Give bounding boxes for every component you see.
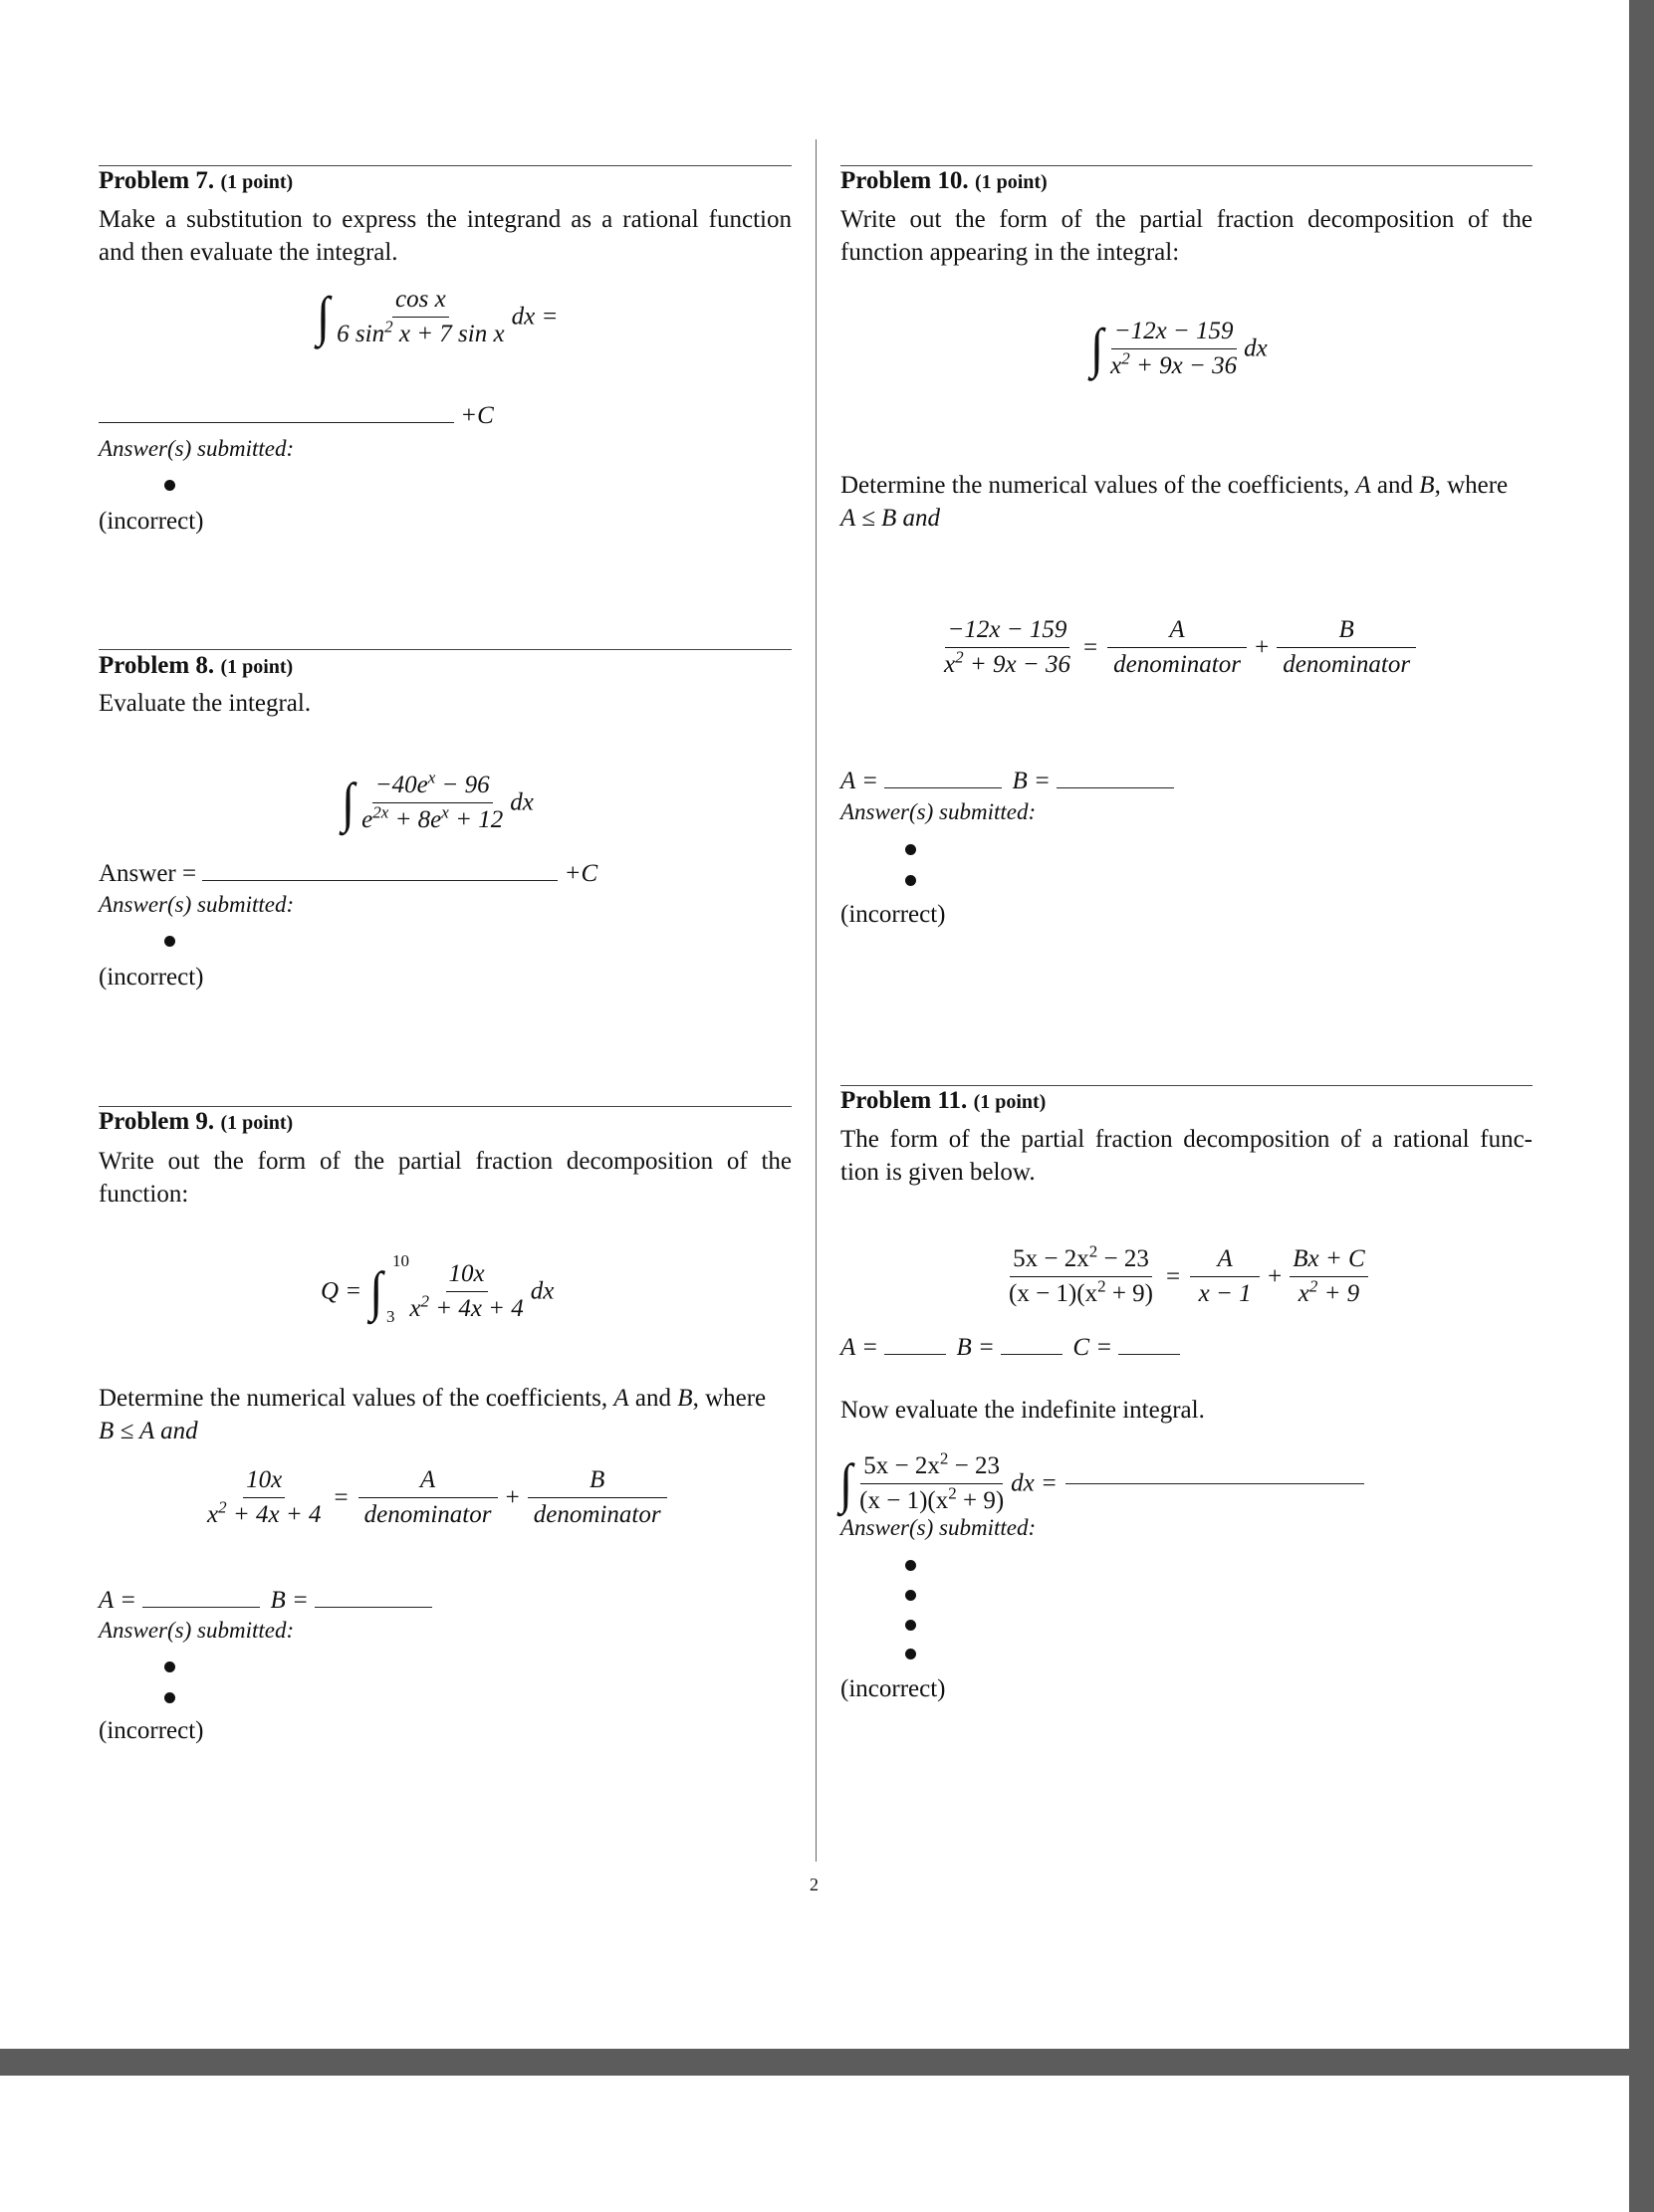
p11-c-input[interactable] [1118,1354,1180,1355]
p7-bullet [164,480,175,491]
p9-rule [99,1106,792,1107]
p8-denominator: $e^{2x} + 8e^x + 12$ [361,802,504,833]
p9-decomposition: $\frac{10x}{x^2 + 4x + 4}$ = $\frac{A}{\text{denominator}}$ + $\frac{B}{\text{denominator}}$ [204,1465,667,1530]
p10-bullet-2 [905,875,916,886]
p10-rule [840,165,1533,166]
p11-rule [840,1085,1533,1086]
p11-denominator: $(x - 1)(x^2 + 9)$ [1009,1276,1154,1307]
p8-status: (incorrect) [99,964,204,991]
page-number: 2 [810,1875,819,1894]
p8-bullet [164,936,175,947]
p11-bullet-4 [905,1649,916,1659]
p8-integral: ∫ $\frac{-40e^x - 96}{e^{2x} + 8e^x + 12}$ dx [342,768,534,833]
integral-sign: ∫ [369,1260,383,1322]
p7-answer-row: +C [99,402,494,430]
p11-bullet-1 [905,1560,916,1571]
p10-b-input[interactable] [1057,787,1174,788]
p9-a-input[interactable] [142,1607,260,1608]
p9-answer-row: A = B = [99,1587,432,1615]
p11-submitted-label: Answer(s) submitted: [840,1515,1037,1540]
p11-bullet-3 [905,1620,916,1631]
p11-a-input[interactable] [884,1354,946,1355]
p10-title: Problem 10. (1 point) [840,167,1048,194]
p7-text: Make a substitution to express the integrand as a rational function and then evaluate the integral. [99,206,792,266]
p10-denominator: $x^2 + 9x - 36$ [1110,348,1238,379]
p9-denominator: $x^2 + 4x + 4$ [409,1291,524,1322]
p8-answer-row: Answer = +C [99,860,598,887]
p10-integral: ∫ $\frac{-12x - 159}{x^2 + 9x - 36}$ dx [1090,318,1268,379]
p9-numerator: 10x [446,1259,488,1292]
p10-numerator: −12x − 159 [1111,317,1237,349]
p8-answer-input[interactable] [202,880,558,881]
p9-title: Problem 9. (1 point) [99,1108,294,1135]
p7-submitted-label: Answer(s) submitted: [99,436,295,461]
p9-integral: Q = ∫ 10 3 $\frac{10x}{x^2 + 4x + 4}$ dx [321,1251,555,1326]
p11-instruction: Now evaluate the indefinite integral. [840,1397,1205,1424]
p10-bullet-1 [905,844,916,855]
p11-numerator: $5x - 2x^2 - 23$ [1010,1244,1152,1277]
p7-denominator: 6 $\sin^2 x + 7$ sin x [337,317,505,347]
p11-integral-input[interactable] [1065,1483,1364,1484]
next-page [0,2076,1629,2212]
p11-title: Problem 11. (1 point) [840,1087,1047,1114]
p10-instructions: Determine the numerical values of the coefficients, A and B, where A ≤ B and [840,472,1509,532]
p11-integral: ∫ $\frac{5x - 2x^2 - 23}{(x - 1)(x^2 + 9)}$ dx = [839,1451,1364,1516]
p9-bullet-2 [164,1692,175,1703]
p9-lower-limit: 3 [386,1307,395,1326]
p11-decomposition: $\frac{5x - 2x^2 - 23}{(x - 1)(x^2 + 9)}$ = $\frac{A}{x - 1}$ + $\frac{Bx + C}{x^2 + 9}$ [1006,1244,1368,1309]
p9-upper-limit: 10 [392,1251,409,1270]
p11-abc-row: A = B = C = [840,1334,1180,1362]
p9-status: (incorrect) [99,1717,204,1744]
p10-status: (incorrect) [840,901,946,928]
p7-title: Problem 7. (1 point) [99,167,294,194]
p8-text: Evaluate the integral. [99,690,312,717]
integral-sign: ∫ [342,772,355,833]
integral-sign: ∫ [839,1452,853,1514]
integral-sign: ∫ [1090,318,1104,379]
p11-status: (incorrect) [840,1675,946,1702]
p10-submitted-label: Answer(s) submitted: [840,799,1037,824]
p10-decomposition: $\frac{-12x - 159}{x^2 + 9x - 36}$ = $\frac{A}{\text{denominator}}$ + $\frac{B}{\text{denominator}}$ [941,615,1416,680]
p10-a-input[interactable] [884,787,1002,788]
p7-answer-input[interactable] [99,422,454,423]
p11-b-input[interactable] [1001,1354,1063,1355]
p7-rule [99,165,792,166]
p8-submitted-label: Answer(s) submitted: [99,892,295,917]
p7-numerator: cos x [392,285,449,318]
p9-bullet-1 [164,1661,175,1672]
p7-integral: ∫ $\frac{\text{cos x}}{6 \sin^2 x + 7 \sin x}$ dx = [317,286,559,347]
column-divider [816,139,817,1862]
p10-answer-row: A = B = [840,768,1174,795]
p11-bullet-2 [905,1590,916,1601]
integral-sign: ∫ [317,286,331,347]
p10-text: Write out the form of the partial fraction decomposition of the function appearing in the integral: [840,206,1533,266]
p9-instructions: Determine the numerical values of the coefficients, A and B, where B ≤ A and [99,1385,767,1444]
p7-status: (incorrect) [99,508,204,535]
p8-numerator: $-40e^x - 96$ [372,771,493,803]
p8-rule [99,649,792,650]
p9-submitted-label: Answer(s) submitted: [99,1618,295,1643]
p9-b-input[interactable] [315,1607,432,1608]
p11-text: The form of the partial fraction decomposition of a rational func- tion is given below. [840,1126,1533,1186]
p9-text: Write out the form of the partial fraction decomposition of the function: [99,1148,792,1208]
p8-title: Problem 8. (1 point) [99,652,294,679]
